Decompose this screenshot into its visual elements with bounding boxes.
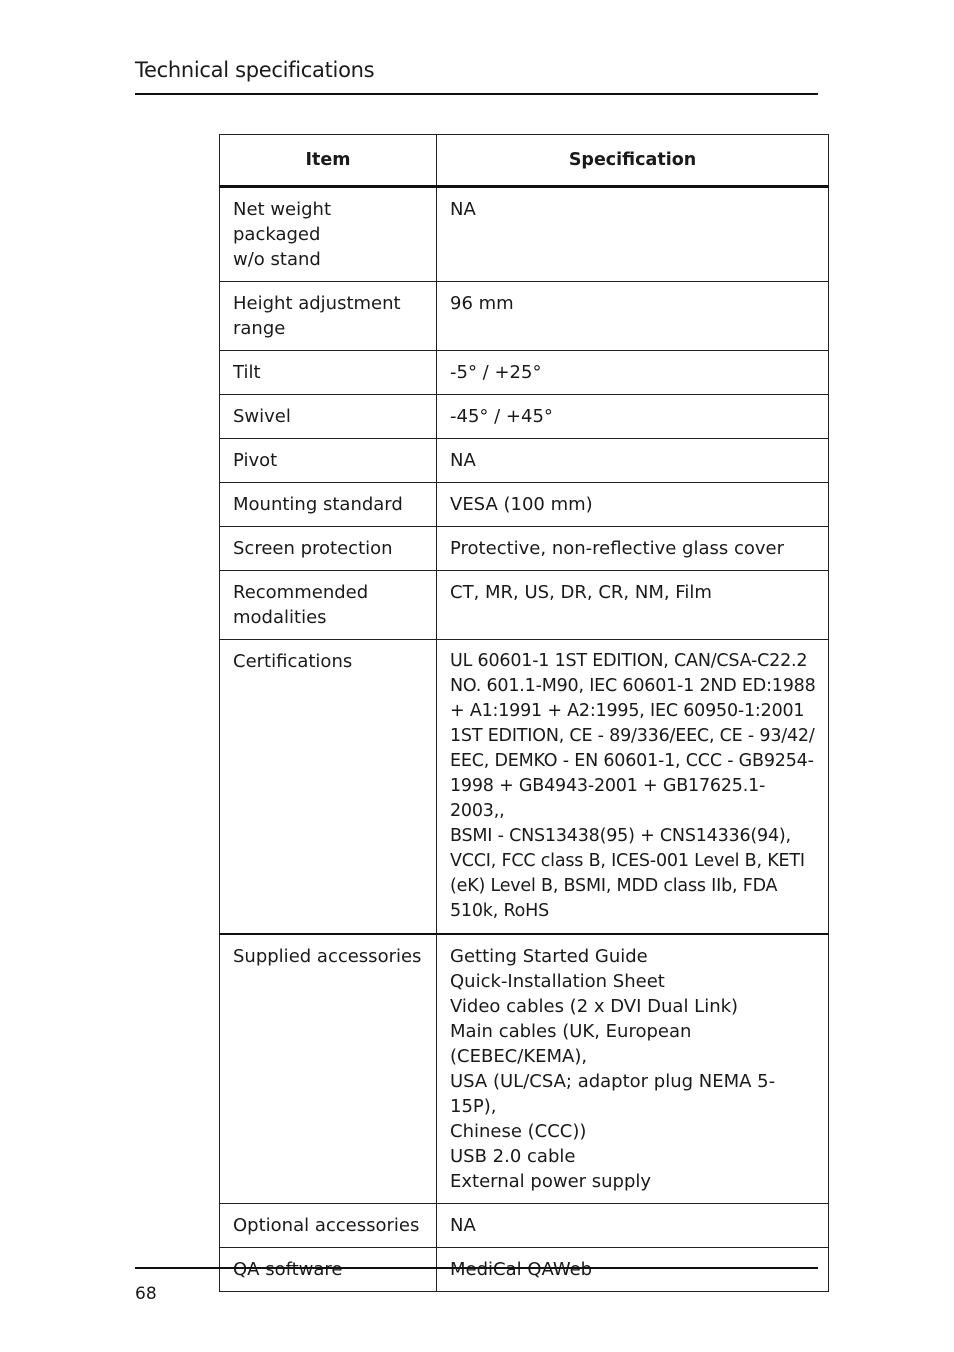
spec-cell: -5° / +25° — [437, 351, 829, 395]
table-row — [220, 527, 829, 571]
item-cell: Height adjustment range — [220, 282, 437, 351]
table-row — [220, 640, 829, 935]
footer-rule — [135, 1267, 818, 1269]
column-header-item: Item — [220, 135, 437, 187]
item-cell: Screen protection — [220, 527, 437, 571]
spec-cell: CT, MR, US, DR, CR, NM, Film — [437, 571, 829, 640]
item-cell: Certifications — [220, 640, 437, 935]
table-row — [220, 439, 829, 483]
table-row — [220, 1204, 829, 1248]
item-cell: Net weight packaged w/o stand — [220, 187, 437, 282]
table-row — [220, 934, 829, 1204]
item-cell: Mounting standard — [220, 483, 437, 527]
item-cell: Supplied accessories — [220, 934, 437, 1204]
table-row — [220, 395, 829, 439]
item-cell: QA software — [220, 1248, 437, 1292]
page-number: 68 — [135, 1284, 157, 1304]
spec-cell: VESA (100 mm) — [437, 483, 829, 527]
spec-cell: NA — [437, 187, 829, 282]
item-cell: Optional accessories — [220, 1204, 437, 1248]
table-row — [220, 483, 829, 527]
table-row — [220, 571, 829, 640]
spec-cell: MediCal QAWeb — [437, 1248, 829, 1292]
spec-cell: 96 mm — [437, 282, 829, 351]
item-cell: Pivot — [220, 439, 437, 483]
spec-cell: UL 60601-1 1ST EDITION, CAN/CSA-C22.2 NO. 601.1-M90, IEC 60601-1 2ND ED:1988 + A1:1991 + A2:1995, IEC 60950-1:2001 1ST EDITION, CE - 89/336/EEC, CE - 93/42/ EEC, DEMKO - EN 60601-1, CCC - GB9254- 1998 + GB4943-2001 + GB17625.1-2003,, BSMI - CNS13438(95) + CNS14336(94), VCCI, FCC class B, ICES-001 Level B, KETI (eK) Level B, BSMI, MDD class IIb, FDA 510k, RoHS — [437, 640, 829, 935]
item-cell: Recommended modalities — [220, 571, 437, 640]
item-cell: Swivel — [220, 395, 437, 439]
page-header-title: Technical specifications — [135, 58, 375, 82]
spec-cell: NA — [437, 439, 829, 483]
spec-cell: Protective, non-reflective glass cover — [437, 527, 829, 571]
table-row — [220, 1248, 829, 1292]
column-header-specification: Specification — [437, 135, 829, 187]
header-rule — [135, 93, 818, 95]
spec-cell: -45° / +45° — [437, 395, 829, 439]
table-row — [220, 282, 829, 351]
spec-cell: NA — [437, 1204, 829, 1248]
table-header-row — [220, 135, 829, 187]
spec-cell: Getting Started Guide Quick-Installation Sheet Video cables (2 x DVI Dual Link) Main cables (UK, European (CEBEC/KEMA), USA (UL/CSA; adaptor plug NEMA 5-15P), Chinese (CCC)) USB 2.0 cable External power supply — [437, 934, 829, 1204]
table-row — [220, 351, 829, 395]
item-cell: Tilt — [220, 351, 437, 395]
table-row — [220, 187, 829, 282]
specifications-table — [219, 134, 829, 1292]
